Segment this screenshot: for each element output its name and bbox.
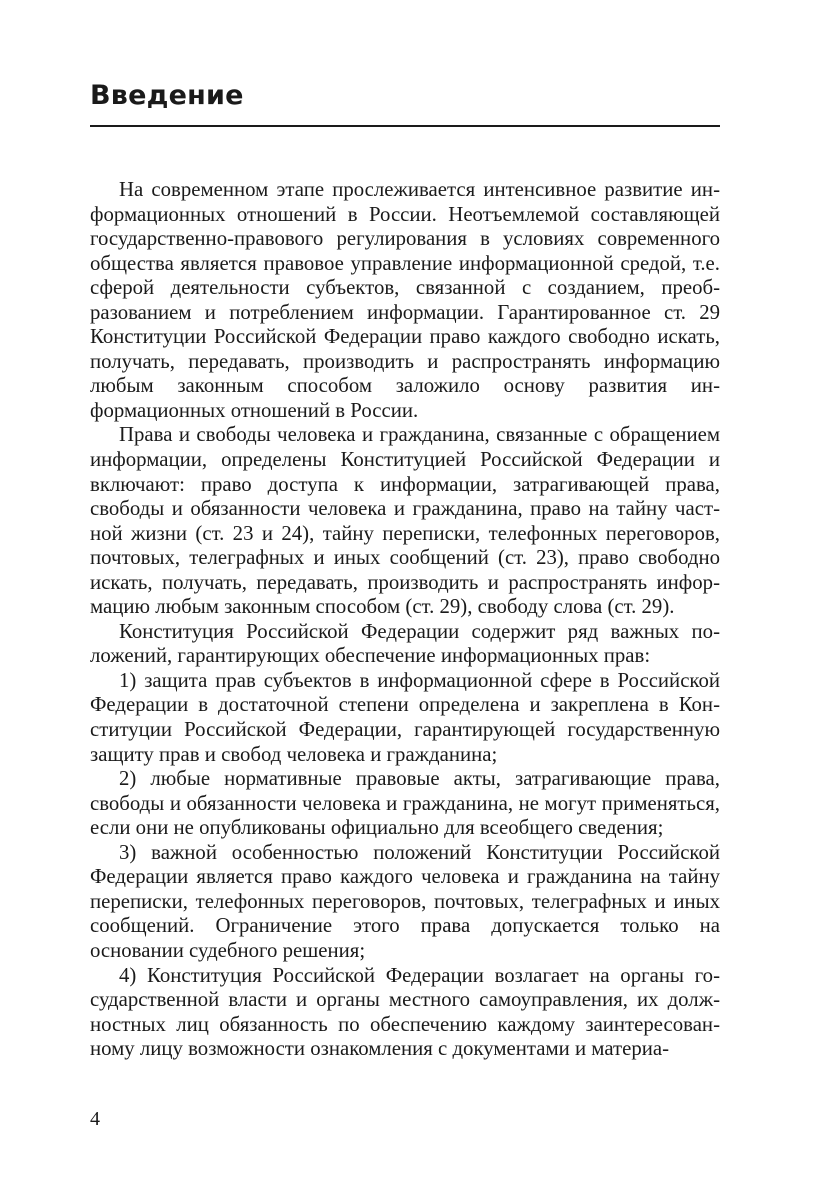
list-item-1: 1) защита прав субъектов в информационной сфере в Российской Федерации в достаточной степени определена и закреплена в Конституции Российской Федерации, гарантирующей государственную защиту прав и свобод человека и гражданина; [90,668,720,766]
list-item-3: 3) важной особенностью положений Конституции Российской Федерации является право каждого человека и гражданина на тайну переписки, телефонных переговоров, почтовых, телеграфных и иных сообщений. Ограничение этого права допускается только на основании судебного решения; [90,840,720,962]
section-heading: Введение [90,80,244,111]
body-text [90,178,720,1062]
list-item-4: 4) Конституция Российской Федерации возлагает на органы государственной власти и органы местного самоуправления, их должностных лиц обязанность по обеспечению каждому заинтересованному лицу возможности ознакомления с документами и материа- [90,963,720,1061]
heading-rule [90,125,720,127]
list-item-2: 2) любые нормативные правовые акты, затрагивающие права, свободы и обязанности человека и гражданина, не могут применяться, если они не опубликованы официально для всеобщего сведения; [90,767,720,840]
page-number: 4 [90,1108,100,1130]
paragraph-intro: На современном этапе прослеживается интенсивное развитие информационных отношений в России. Неотъемлемой составляющей государственно-правового регулирования в условиях современного общества является правовое управление информационной средой, т.е. сферой деятельности субъектов, связанной с созданием, преобразованием и потреблением информации. Гарантированное ст. 29 Конституции Российской Федерации право каждого свободно искать, получать, передавать, производить и распространять информацию любым законным способом заложило основу развития информационных отношений в России. [90,178,720,422]
paragraph-rights: Права и свободы человека и гражданина, связанные с обращением информации, определены Конституцией Российской Федерации и включают: право доступа к информации, затрагивающей права, свободы и обязанности человека и гражданина, право на тайну частной жизни (ст. 23 и 24), тайну переписки, телефонных переговоров, почтовых, телеграфных и иных сообщений (ст. 23), право свободно искать, получать, передавать, производить и распространять информацию любым законным способом (ст. 29), свободу слова (ст. 29). [90,423,720,619]
paragraph-constitution: Конституция Российской Федерации содержит ряд важных положений, гарантирующих обеспечение информационных прав: [90,619,720,668]
